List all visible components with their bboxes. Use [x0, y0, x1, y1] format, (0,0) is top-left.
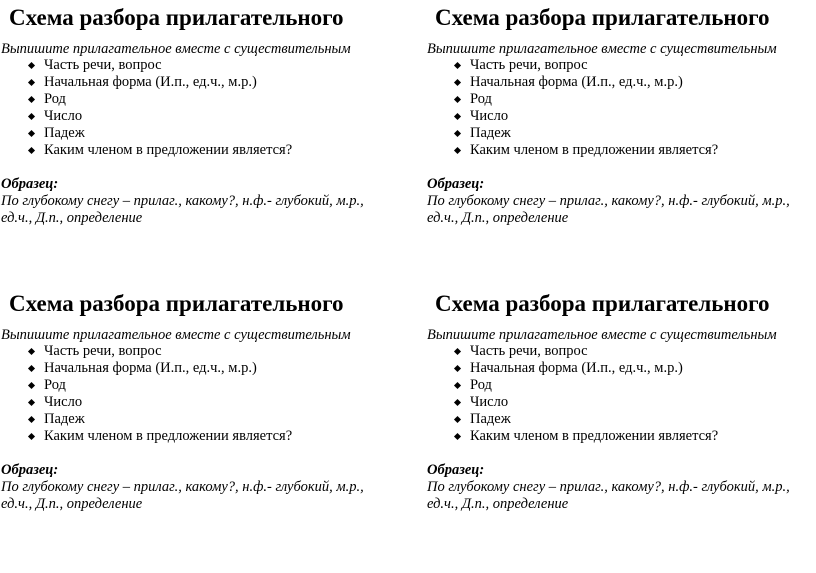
diamond-bullet-icon [454, 79, 461, 86]
diamond-bullet-icon [28, 433, 35, 440]
steps-list [1, 57, 401, 159]
diamond-bullet-icon [454, 416, 461, 423]
list-item: Начальная форма (И.п., ед.ч., м.р.) [29, 360, 401, 377]
sample-text: По глубокому снегу – прилаг., какому?, н.ф.- глубокий, м.р., ед.ч., Д.п., определение [1, 193, 364, 226]
scheme-card [427, 3, 816, 227]
diamond-bullet-icon [454, 96, 461, 103]
diamond-bullet-icon [454, 147, 461, 154]
list-item: Часть речи, вопрос [455, 57, 816, 74]
list-item: Часть речи, вопрос [455, 343, 816, 360]
diamond-bullet-icon [454, 433, 461, 440]
list-item: Каким членом в предложении является? [29, 428, 401, 445]
list-item: Число [455, 108, 816, 125]
diamond-bullet-icon [454, 348, 461, 355]
list-item: Число [29, 108, 401, 125]
diamond-bullet-icon [28, 62, 35, 69]
list-item: Род [455, 377, 816, 394]
list-item: Часть речи, вопрос [29, 343, 401, 360]
list-item: Падеж [455, 125, 816, 142]
diamond-bullet-icon [28, 130, 35, 137]
scheme-card [1, 3, 401, 227]
list-item: Начальная форма (И.п., ед.ч., м.р.) [455, 74, 816, 91]
diamond-bullet-icon [454, 382, 461, 389]
list-item: Род [29, 91, 401, 108]
card-title: Схема разбора прилагательного [435, 5, 770, 30]
list-item: Начальная форма (И.п., ед.ч., м.р.) [29, 74, 401, 91]
diamond-bullet-icon [28, 147, 35, 154]
diamond-bullet-icon [28, 79, 35, 86]
list-item: Каким членом в предложении является? [29, 142, 401, 159]
sample-label: Образец: [1, 462, 59, 478]
scheme-card [1, 289, 401, 513]
list-item: Падеж [29, 125, 401, 142]
list-item: Число [455, 394, 816, 411]
sample-text: По глубокому снегу – прилаг., какому?, н.ф.- глубокий, м.р., ед.ч., Д.п., определение [427, 479, 790, 512]
diamond-bullet-icon [454, 113, 461, 120]
list-item: Каким членом в предложении является? [455, 142, 816, 159]
diamond-bullet-icon [454, 399, 461, 406]
card-instruction: Выпишите прилагательное вместе с существительным [427, 41, 777, 57]
list-item: Род [455, 91, 816, 108]
card-instruction: Выпишите прилагательное вместе с существительным [1, 327, 351, 343]
list-item: Род [29, 377, 401, 394]
sample-text: По глубокому снегу – прилаг., какому?, н.ф.- глубокий, м.р., ед.ч., Д.п., определение [427, 193, 790, 226]
steps-list [427, 57, 816, 159]
diamond-bullet-icon [28, 399, 35, 406]
steps-list [1, 343, 401, 445]
sample-text: По глубокому снегу – прилаг., какому?, н.ф.- глубокий, м.р., ед.ч., Д.п., определение [1, 479, 364, 512]
diamond-bullet-icon [454, 130, 461, 137]
diamond-bullet-icon [28, 96, 35, 103]
diamond-bullet-icon [454, 365, 461, 372]
sample-label: Образец: [427, 176, 485, 192]
list-item: Падеж [455, 411, 816, 428]
diamond-bullet-icon [28, 365, 35, 372]
diamond-bullet-icon [28, 113, 35, 120]
list-item: Число [29, 394, 401, 411]
sample-label: Образец: [1, 176, 59, 192]
list-item: Каким членом в предложении является? [455, 428, 816, 445]
diamond-bullet-icon [28, 416, 35, 423]
card-title: Схема разбора прилагательного [9, 291, 344, 316]
list-item: Падеж [29, 411, 401, 428]
diamond-bullet-icon [28, 382, 35, 389]
diamond-bullet-icon [454, 62, 461, 69]
card-title: Схема разбора прилагательного [9, 5, 344, 30]
card-instruction: Выпишите прилагательное вместе с существительным [1, 41, 351, 57]
sample-label: Образец: [427, 462, 485, 478]
list-item: Часть речи, вопрос [29, 57, 401, 74]
list-item: Начальная форма (И.п., ед.ч., м.р.) [455, 360, 816, 377]
scheme-card [427, 289, 816, 513]
card-title: Схема разбора прилагательного [435, 291, 770, 316]
steps-list [427, 343, 816, 445]
diamond-bullet-icon [28, 348, 35, 355]
card-instruction: Выпишите прилагательное вместе с существительным [427, 327, 777, 343]
